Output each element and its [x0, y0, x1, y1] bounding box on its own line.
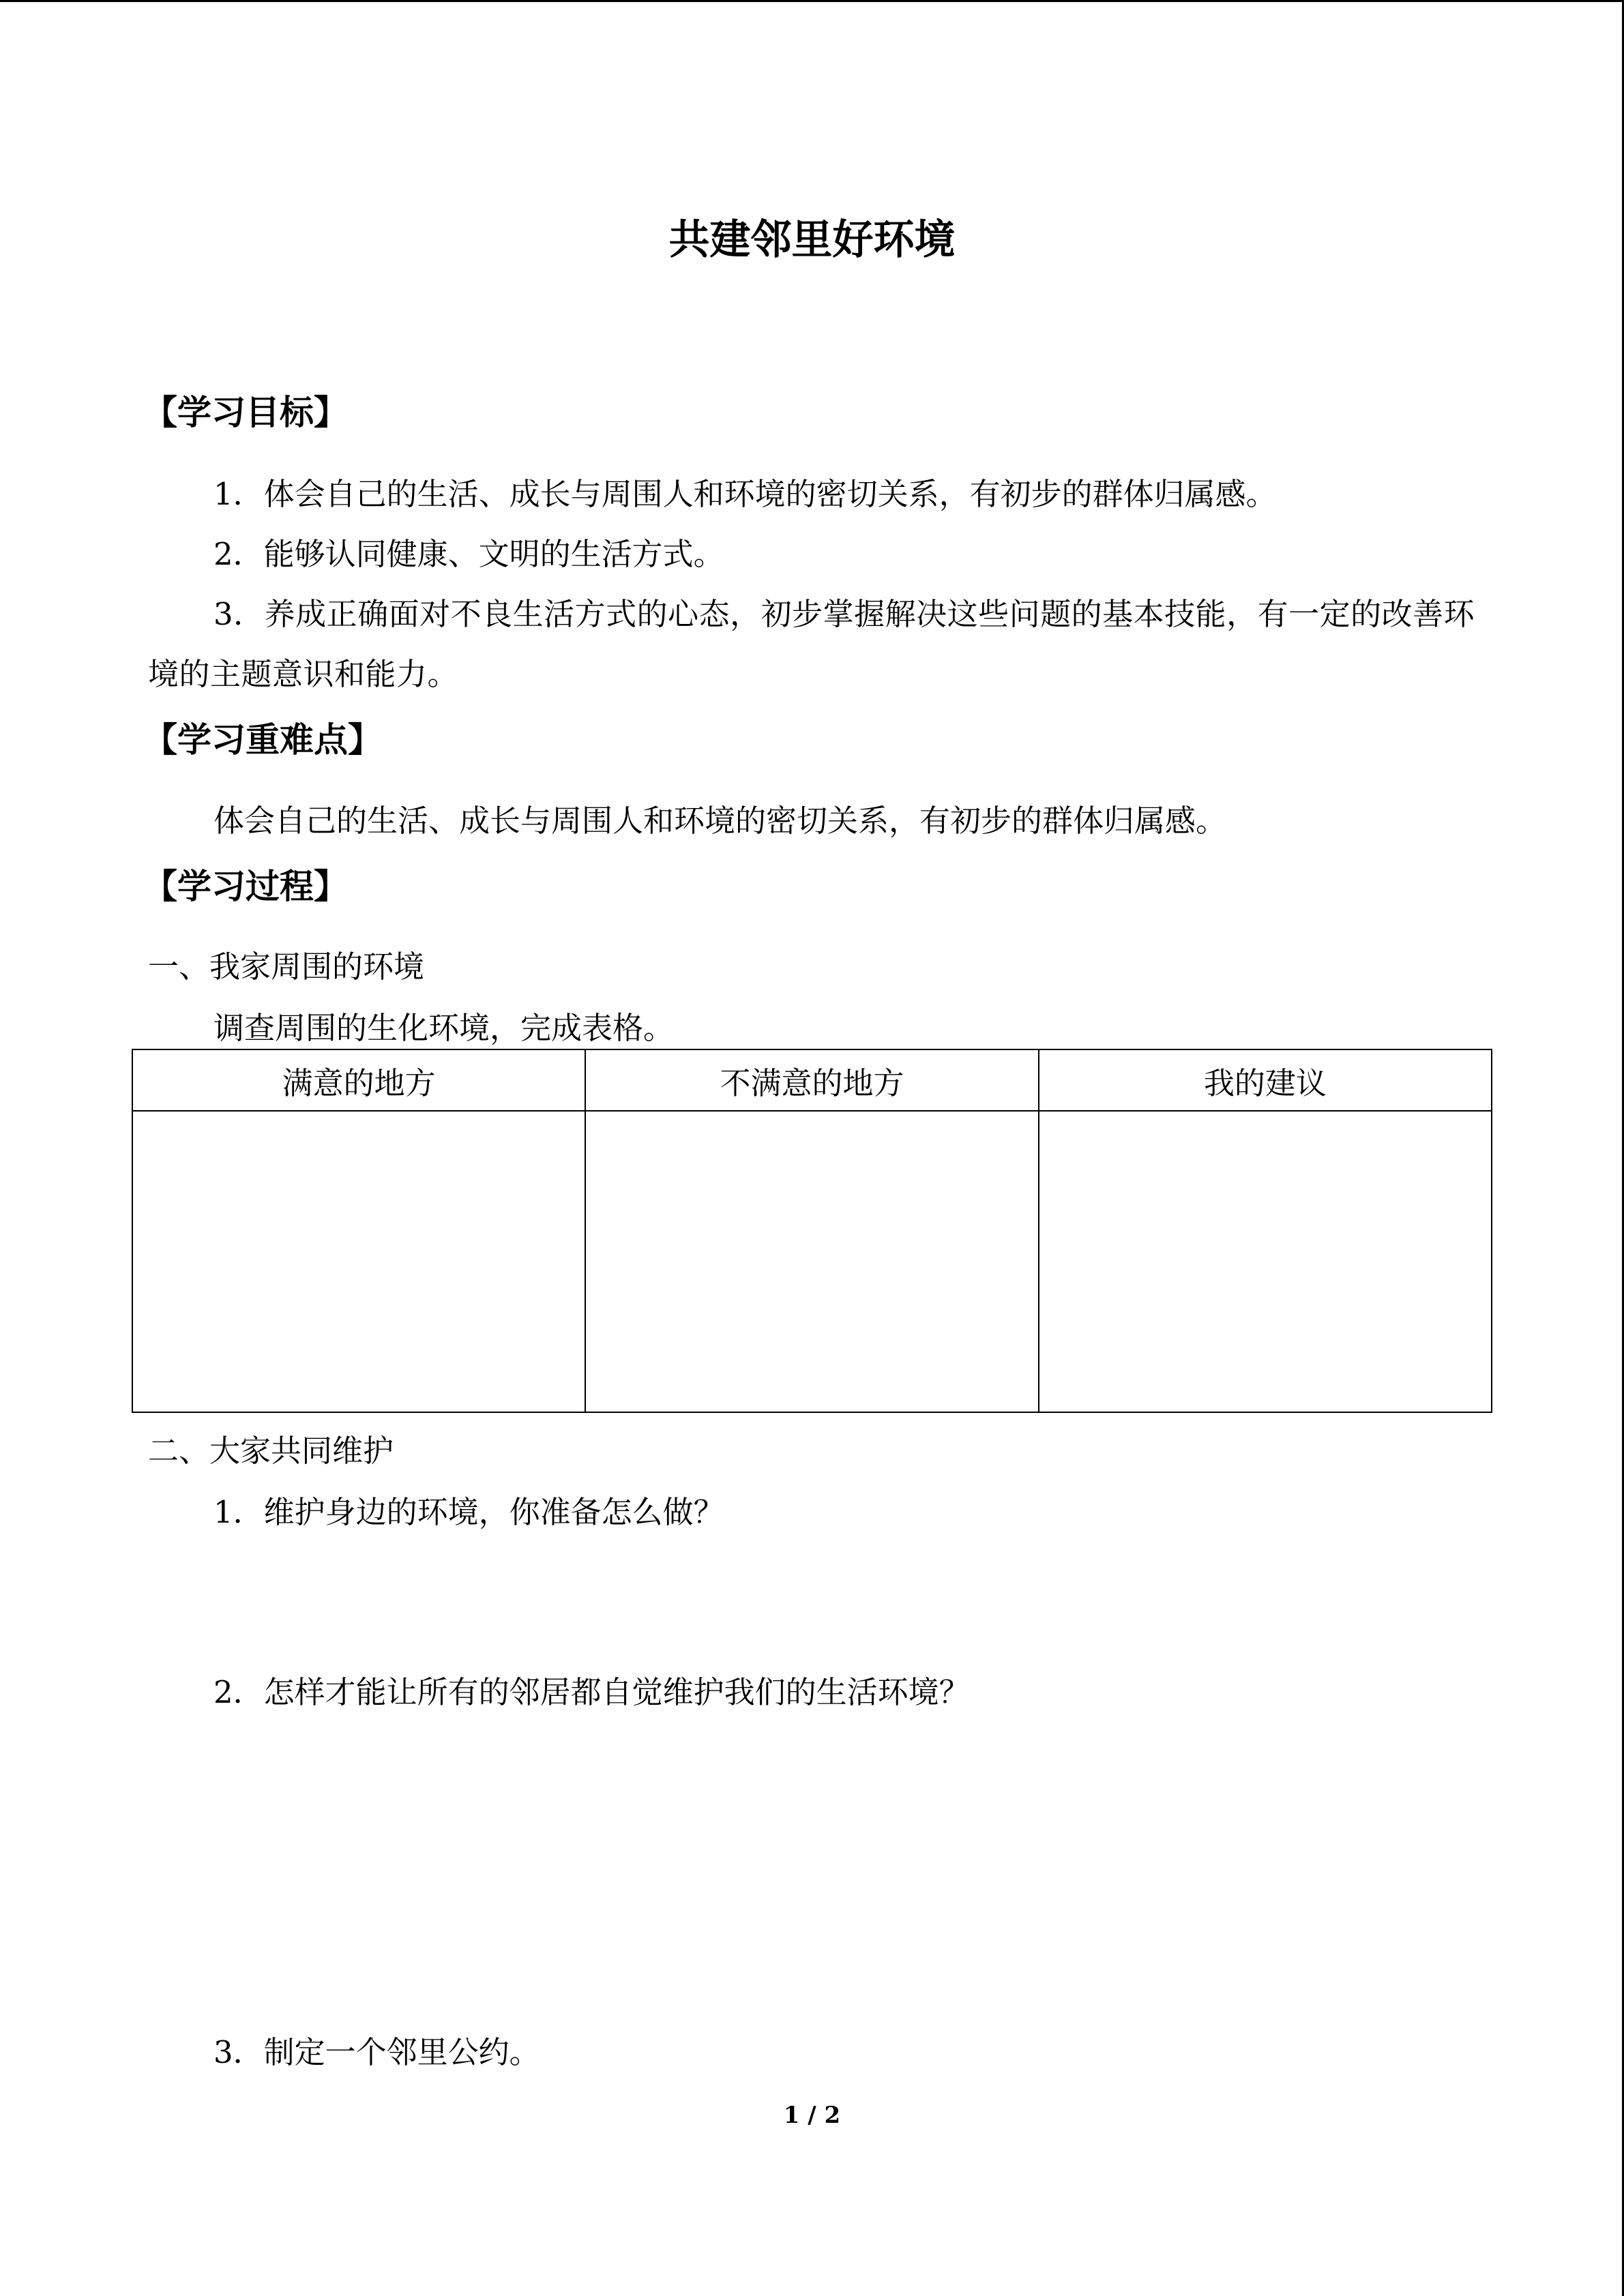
- table-cell-satisfied[interactable]: [132, 1111, 585, 1412]
- key-points-text: 体会自己的生活、成长与周围人和环境的密切关系，有初步的群体归属感。: [213, 803, 1227, 839]
- part2-question-2: 2．怎样才能让所有的邻居都自觉维护我们的生活环境？: [213, 1674, 970, 1710]
- objective-item-2: 2．能够认同健康、文明的生活方式。: [213, 536, 724, 572]
- objective-item-1: 1．体会自己的生活、成长与周围人和环境的密切关系，有初步的群体归属感。: [213, 476, 1277, 512]
- objective-item-3: 3．养成正确面对不良生活方式的心态，初步掌握解决这些问题的基本技能，有一定的改善环境的主题意识和能力。: [148, 596, 1475, 692]
- objectives-heading: 【学习目标】: [143, 392, 348, 432]
- document-title: 共建邻里好环境: [668, 216, 956, 264]
- table-header-unsatisfied: 不满意的地方: [585, 1049, 1038, 1111]
- key-points-heading: 【学习重难点】: [143, 719, 382, 760]
- page-number: 1 / 2: [783, 2102, 841, 2129]
- process-heading: 【学习过程】: [143, 866, 348, 906]
- table-cell-suggestion[interactable]: [1039, 1111, 1492, 1412]
- part2-title: 二、大家共同维护: [148, 1433, 394, 1469]
- table-header-suggestion: 我的建议: [1039, 1049, 1492, 1111]
- table-header-satisfied: 满意的地方: [132, 1049, 585, 1111]
- part1-instruction: 调查周围的生化环境，完成表格。: [213, 1010, 675, 1046]
- part2-question-3: 3．制定一个邻里公约。: [213, 2034, 540, 2070]
- part2-question-1: 1．维护身边的环境，你准备怎么做？: [213, 1494, 724, 1530]
- part1-title: 一、我家周围的环境: [148, 949, 425, 985]
- survey-table: [132, 1049, 1492, 1413]
- table-cell-unsatisfied[interactable]: [585, 1111, 1038, 1412]
